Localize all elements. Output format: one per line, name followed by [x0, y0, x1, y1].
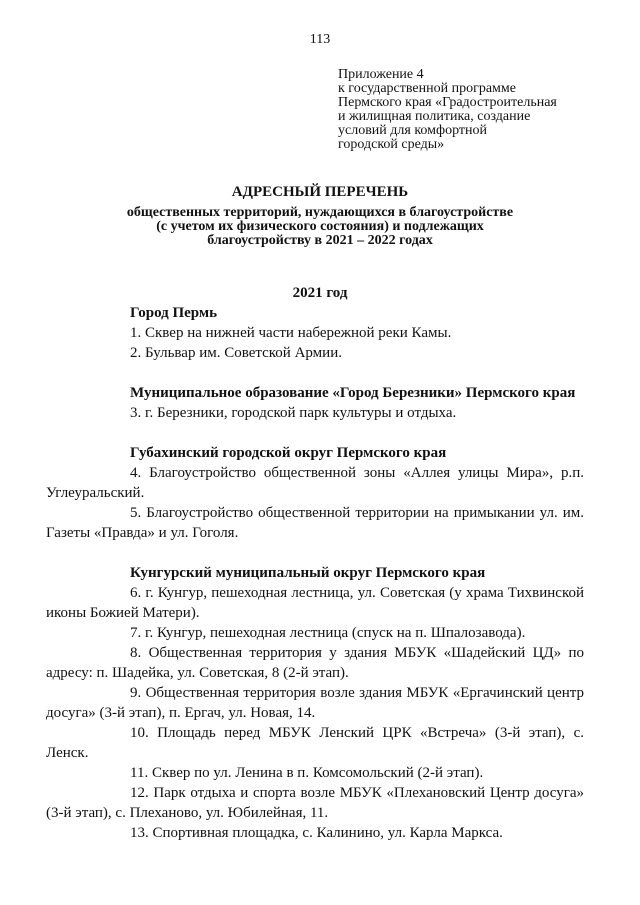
- list-item: 4. Благоустройство общественной зоны «Аллея улицы Мира», р.п. Углеуральский.: [46, 465, 584, 501]
- list-item: 2. Бульвар им. Советской Армии.: [130, 345, 342, 361]
- subtitle-line: благоустройству в 2021 – 2022 годах: [207, 233, 433, 248]
- section-heading-kungur: Кунгурский муниципальный округ Пермского края: [130, 565, 486, 581]
- section-heading-perm: Город Пермь: [130, 305, 218, 321]
- year-heading: 2021 год: [292, 285, 348, 301]
- page-number: 113: [309, 32, 331, 47]
- subtitle-line: (с учетом их физического состояния) и подлежащих: [156, 219, 484, 234]
- appendix-line: условий для комфортной: [338, 123, 488, 138]
- list-item: 12. Парк отдыха и спорта возле МБУК «Плехановский Центр досуга» (3-й этап), с. Плеханово, ул. Юбилейная, 11.: [46, 785, 584, 821]
- list-item: 6. г. Кунгур, пешеходная лестница, ул. Советская (у храма Тихвинской иконы Божией Матери).: [46, 585, 584, 621]
- list-item: 13. Спортивная площадка, с. Калинино, ул. Карла Маркса.: [130, 825, 503, 841]
- appendix-line: к государственной программе: [338, 81, 516, 96]
- spacer: [88, 363, 584, 383]
- subtitle-line: общественных территорий, нуждающихся в благоустройстве: [126, 205, 514, 220]
- section-heading-gubakha: Губахинский городской округ Пермского края: [130, 445, 447, 461]
- spacer: [88, 543, 584, 563]
- document-body: [46, 303, 584, 843]
- list-item: 7. г. Кунгур, пешеходная лестница (спуск на п. Шпалозавода).: [130, 625, 526, 641]
- appendix-note: [338, 68, 628, 152]
- appendix-line: и жилищная политика, создание: [338, 109, 531, 124]
- list-item: 3. г. Березники, городской парк культуры и отдыха.: [130, 405, 457, 421]
- appendix-line: Приложение 4: [338, 67, 424, 82]
- list-item: 5. Благоустройство общественной территории на примыкании ул. им. Газеты «Правда» и ул. Гоголя.: [46, 505, 584, 541]
- list-item: 11. Сквер по ул. Ленина в п. Комсомольский (2-й этап).: [130, 765, 484, 781]
- list-item: 1. Сквер на нижней части набережной реки Камы.: [130, 325, 452, 341]
- spacer: [88, 423, 584, 443]
- document-title: АДРЕСНЫЙ ПЕРЕЧЕНЬ: [231, 184, 409, 200]
- list-item: 10. Площадь перед МБУК Ленский ЦРК «Встреча» (3-й этап), с. Ленск.: [46, 725, 584, 761]
- appendix-line: Пермского края «Градостроительная: [338, 95, 557, 110]
- section-heading-berezniki: Муниципальное образование «Город Березники» Пермского края: [130, 385, 576, 401]
- list-item: 9. Общественная территория возле здания МБУК «Ергачинский центр досуга» (3-й этап), п. Ергач, ул. Новая, 14.: [46, 685, 584, 721]
- appendix-line: городской среды»: [338, 137, 445, 152]
- list-item: 8. Общественная территория у здания МБУК «Шадейский ЦД» по адресу: п. Шадейка, ул. Советская, 8 (2-й этап).: [46, 645, 584, 681]
- document-subtitle: [0, 206, 640, 248]
